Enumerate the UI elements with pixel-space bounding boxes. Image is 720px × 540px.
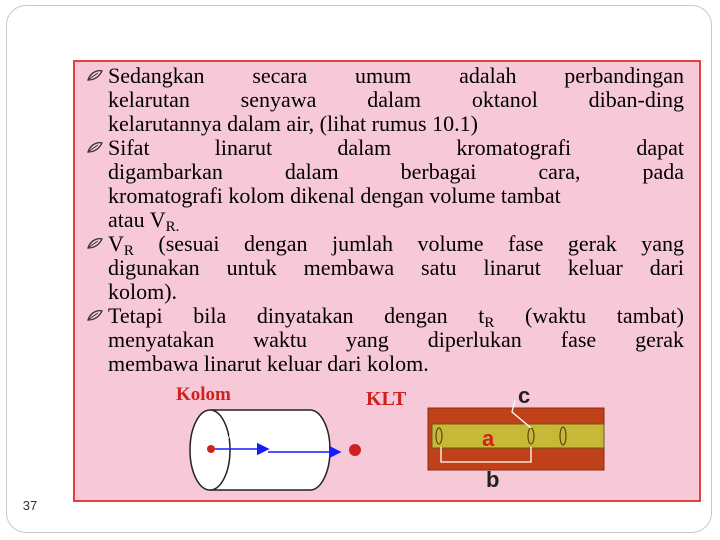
vr1-label: VR1 [222,431,249,446]
bullet-2-line-2: digambarkan dalam berbagai cara, pada [108,159,684,184]
bullet-2-line-3: kromatografi kolom dikenal dengan volume tambat [108,183,561,208]
column-sample-dot [207,445,215,453]
bullet-4-head-sub: R [484,315,495,331]
tlc-label-c: c [518,383,531,408]
vr2-label: VR2 [276,454,303,469]
kolom-label: Kolom [176,384,231,405]
bullet-3-head-rest: (sesuai dengan jumlah volume fase gerak yang [133,231,684,256]
bullet-4-line-3: membawa linarut keluar dari kolom. [108,351,429,376]
tlc-label-a: a [482,426,495,451]
page-number: 37 [22,498,38,513]
eluted-spot [349,444,361,456]
tlc-plate-strip [432,424,604,448]
bullet-3-head-text: V [108,231,124,256]
bullet-3-line-3: kolom). [108,279,178,304]
tlc-label-b: b [486,467,500,492]
bullet-4-head-rest: (waktu tambat) [494,303,684,328]
bullet-2-line-1: Sifat linarut dalam kromatografi dapat [108,135,684,160]
bullet-1-line-3: kelarutannya dalam air, (lihat rumus 10.1) [108,111,478,136]
bullet-1-line-2: kelarutan senyawa dalam oktanol diban-ding [108,87,684,112]
bullet-4-head-text: Tetapi bila dinyatakan dengan t [108,303,485,328]
klt-label: KLT [366,388,407,410]
bullet-2-tail-sub: R. [165,219,180,235]
bullet-4-line-2: menyatakan waktu yang diperlukan fase gerak [108,327,684,352]
bullet-3-line-2: digunakan untuk membawa satu linarut keluar dari [108,255,684,280]
bullet-2-tail-text: atau V [108,207,166,232]
bullet-1-line-1: Sedangkan secara umum adalah perbandingan [108,63,684,88]
bullet-3-head-sub: R [123,243,134,259]
